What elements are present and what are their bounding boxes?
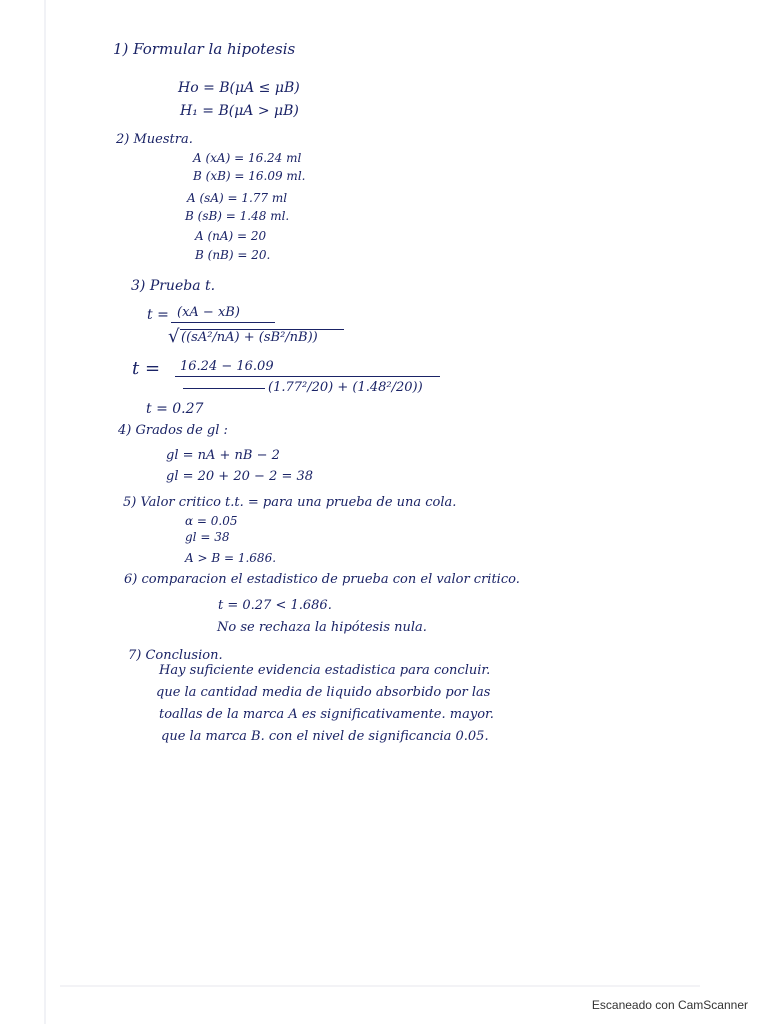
sample-sd-b: B (sB) = 1.48 ml. <box>185 209 290 223</box>
step7-heading: 7) Conclusion. <box>128 648 223 663</box>
degrees-of-freedom-formula: gl = nA + nB − 2 <box>166 448 280 463</box>
step2-heading: 2) Muestra. <box>116 132 193 147</box>
step4-heading: 4) Grados de gl : <box>118 423 228 438</box>
critical-value: A > B = 1.686. <box>185 551 277 565</box>
degrees-of-freedom-value: gl = 20 + 20 − 2 = 38 <box>166 469 314 484</box>
square-root-icon: √ <box>168 326 180 347</box>
t-formula-lhs: t = <box>147 307 169 323</box>
camscanner-watermark: Escaneado con CamScanner <box>591 998 748 1012</box>
t-formula-fraction-bar <box>171 322 275 323</box>
scan-edge-shadow <box>44 0 46 1024</box>
t-substitution-numerator: 16.24 − 16.09 <box>180 359 274 374</box>
conclusion-line-2: que la cantidad media de liquido absorbido por las <box>156 685 491 700</box>
step3-heading: 3) Prueba t. <box>131 278 216 294</box>
step1-heading: 1) Formular la hipotesis <box>113 40 296 58</box>
null-hypothesis: Ho = B(μA ≤ μB) <box>178 80 300 96</box>
t-formula-denominator: ((sA²/nA) + (sB²/nB)) <box>181 330 318 345</box>
sample-mean-b: B (xB) = 16.09 ml. <box>193 169 306 183</box>
t-statistic-result: t = 0.27 <box>146 401 204 417</box>
t-substitution-fraction-bar <box>175 376 440 377</box>
t-formula-numerator: (xA − xB) <box>177 305 240 320</box>
significance-level: α = 0.05 <box>185 514 238 528</box>
step6-heading: 6) comparacion el estadistico de prueba con el valor critico. <box>124 572 520 587</box>
sample-mean-a: A (xA) = 16.24 ml <box>193 151 302 165</box>
conclusion-line-4: que la marca B. con el nivel de significancia 0.05. <box>161 729 489 744</box>
sample-sd-a: A (sA) = 1.77 ml <box>187 191 288 205</box>
t-substitution-lhs: t = <box>132 358 161 379</box>
t-substitution-denominator: (1.77²/20) + (1.48²/20)) <box>268 380 423 395</box>
alternative-hypothesis: H₁ = B(μA > μB) <box>180 103 299 119</box>
sample-size-a: A (nA) = 20 <box>195 229 267 243</box>
scan-bottom-shadow <box>60 985 700 987</box>
critical-gl: gl = 38 <box>185 530 230 544</box>
sample-size-b: B (nB) = 20. <box>195 248 271 262</box>
conclusion-line-3: toallas de la marca A es significativamente. mayor. <box>159 707 494 722</box>
decision: No se rechaza la hipótesis nula. <box>217 620 427 635</box>
conclusion-line-1: Hay suficiente evidencia estadistica para concluir. <box>159 663 491 678</box>
comparison: t = 0.27 < 1.686. <box>218 598 332 613</box>
crossed-out-text <box>183 388 265 389</box>
step5-heading: 5) Valor critico t.t. = para una prueba de una cola. <box>123 495 457 510</box>
